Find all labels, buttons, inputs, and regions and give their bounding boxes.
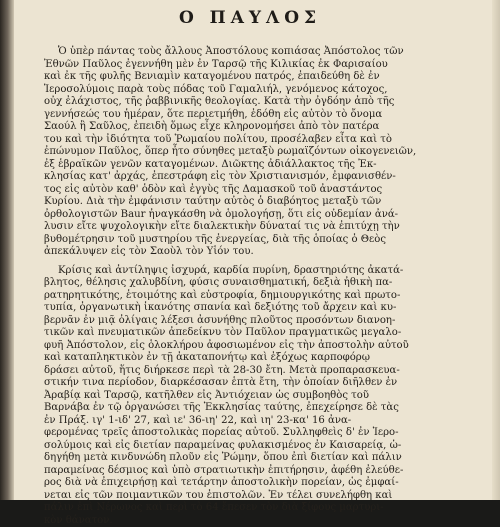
text-line: Ἱεροσολύμοις παρὰ τοὺς πόδας τοῦ Γαμαλιήλ, γενόμενος κάτοχος, [44, 84, 496, 97]
text-line: ρατηρητικότης, ἑτοιμότης καὶ εὐστροφία, δημιουργικότης καὶ πρωτο- [44, 290, 496, 303]
text-line: ὀρθολογιστῶν Baur ἠναγκάσθη νὰ ὁμολογήσῃ, ὅτι εἰς οὐδεμίαν ἀνά- [44, 209, 496, 222]
text-line: γεννήσεώς του ἡμέραν, ὅτε περιετμήθη, ἐδόθη εἰς αὐτὸν τὸ ὄνομα [44, 109, 496, 122]
book-binding-shadow [0, 0, 14, 500]
text-line: Ἀραβίᾳ καὶ Ταρσῷ, κατῆλθεν εἰς Ἀντιόχειαν ὡς συμβοηθὸς τοῦ [44, 390, 496, 403]
text-line: Βαρνάβα ἐν τῷ ὀργανώσει τῆς Ἐκκλησίας ταύτης, ἐπεχείρησε δὲ τὰς [44, 402, 496, 415]
text-line: βλητος, θέλησις χαλυβδίνη, φύσις συναισθηματική, δεξιὰ ἠθικὴ πα- [44, 277, 496, 290]
text-line: οὐχ ἐλάχιστος, τῆς ῥαββινικῆς θεολογίας. Κατὰ τὴν ὀγδόην ἀπὸ τῆς [44, 96, 496, 109]
paragraph-2 [44, 265, 496, 527]
text-line: καὶ καταπληκτικὸν ἐν τῇ ἀκαταπονήτῳ καὶ ἐξόχως καρποφόρῳ [44, 352, 496, 365]
text-line: ἐν Πράξ. ιγ' 1-ιδ' 27, καὶ ιε' 36-ιη' 22, καὶ ιη' 23-κα' 16 ἀνα- [44, 415, 496, 428]
text-line: ἐξ ἑβραϊκῶν γενῶν καταγομένων. Διῶκτης ἀδιάλλακτος τῆς Ἐκ- [44, 159, 496, 172]
text-line: νεται εἰς τῶν ποιμαντικῶν του ἐπιστολῶν. Ἐν τέλει συνελήφθη καὶ [44, 490, 496, 503]
text-line: φερομένας τρεῖς ἀποστολικὰς πορείας αὐτοῦ. Συλληφθεὶς δ' ἐν Ἱερο- [44, 427, 496, 440]
text-line: τος εἰς αὐτὸν καθ' ὁδὸν καὶ ἐγγὺς τῆς Δαμασκοῦ τοῦ ἀναστάντος [44, 184, 496, 197]
text-line: βυθομέτρησιν τοῦ μυστηρίου τῆς ἐνεργείας, διὰ τῆς ὁποίας ὁ Θεὸς [44, 234, 496, 247]
text-line: του καὶ τὴν ἰδιότητα τοῦ Ῥωμαίου πολίτου, προσέλαβεν εἶτα καὶ τὸ [44, 134, 496, 147]
text-line: κλησίας κατ' ἀρχάς, ἐπεστράφη εἰς τὸν Χριστιανισμόν, ἐμφανισθέν- [44, 171, 496, 184]
text-line: καὶ ἐκ τῆς φυλῆς Βενιαμὶν καταγομένου πατρός, ἐπαιδεύθη δὲ ἐν [44, 71, 496, 84]
text-line: βερνᾶν ἐν μιᾷ ὀλίγαις λέξεσι ἀσυνήθης πλοῦτος προσόντων διανοη- [44, 315, 496, 328]
text-line: ἀπεκάλυψεν εἰς τὸν Σαοὺλ τὸν Υἱόν του. [44, 246, 496, 259]
text-line: ἐπώνυμον Παῦλος, ὅπερ ἦτο σύνηθες μεταξὺ ρωμαϊζόντων οἰκογενειῶν, [44, 146, 496, 159]
text-line: τυπία, ὀργανωτικὴ ἱκανότης σπανία καὶ δεξιότης τοῦ ἄρχειν καὶ κυ- [44, 302, 496, 315]
body-text [44, 46, 496, 527]
text-line: Κυρίου. Διὰ τὴν ἐμφάνισιν ταύτην αὐτὸς ὁ διαβόητος μεταξὺ τῶν [44, 196, 496, 209]
text-line: φυῆ Ἀπόστολον, εἰς ὁλοκλήρου ἀφοσιωμένον εἰς τὴν ἀποστολὴν αὐτοῦ [44, 340, 496, 353]
text-line: Ἐθνῶν Παῦλος ἐγεννήθη μὲν ἐν Ταρσῷ τῆς Κιλικίας ἐκ Φαρισαίου [44, 59, 496, 72]
text-line: τικῶν καὶ πνευματικῶν ἀπεδείκνυ τὸν Παῦλον πραγματικῶς μεγαλο- [44, 327, 496, 340]
text-line: Ὁ ὑπὲρ πάντας τοὺς ἄλλους Ἀποστόλους κοπιάσας Ἀπόστολος τῶν [44, 46, 496, 59]
text-line: Σαούλ ἢ Σαῦλος, ἐπειδὴ ὅμως εἶχε κληρονομήσει ἀπὸ τὸν πατέρα [44, 121, 496, 134]
text-line: ρος διὰ νὰ ἐπιχειρήσῃ καὶ τετάρτην ἀποστολικὴν πορείαν, ὡς ἐμφαί- [44, 477, 496, 490]
paragraph-1 [44, 46, 496, 259]
text-line: κὸν θάνατον. [44, 515, 496, 527]
text-line: δηγήθη μετὰ κινδυνώδη πλοῦν εἰς Ῥώμην, ὅπου ἐπὶ διετίαν καὶ πάλιν [44, 452, 496, 465]
text-line: λυσιν εἴτε ψυχολογικὴν εἴτε διαλεκτικὴν δύναταί τις νὰ ἐπιτύχῃ τὴν [44, 221, 496, 234]
text-line: Κρίσις καὶ ἀντίληψις ἰσχυρά, καρδία πυρίνη, δραστηριότης ἀκατά- [44, 265, 496, 278]
text-line: στικήν τινα περίοδον, διαρκέσασαν ἑπτὰ ἔτη, τὴν ὁποίαν διῆλθεν ἐν [44, 377, 496, 390]
text-line: πάλιν ἐπὶ Νέρωνος καὶ περὶ τὸ 64 ἔπεσεν τὸν διὰ ξίφους μαρτυρι- [44, 502, 496, 515]
text-line: σολύμοις καὶ εἰς διετίαν παραμείνας φυλακισμένος ἐν Καισαρείᾳ, ὡ- [44, 440, 496, 453]
page-title: Ο ΠΑΥΛΟΣ [0, 8, 500, 28]
text-line: δράσει αὐτοῦ, ἥτις διήρκεσε περὶ τὰ 28-30 ἔτη. Μετὰ προπαρασκευα- [44, 365, 496, 378]
text-line: παραμείνας δέσμιος καὶ ὑπὸ στρατιωτικὴν ἐπιτήρησιν, ἀφέθη ἐλεύθε- [44, 465, 496, 478]
